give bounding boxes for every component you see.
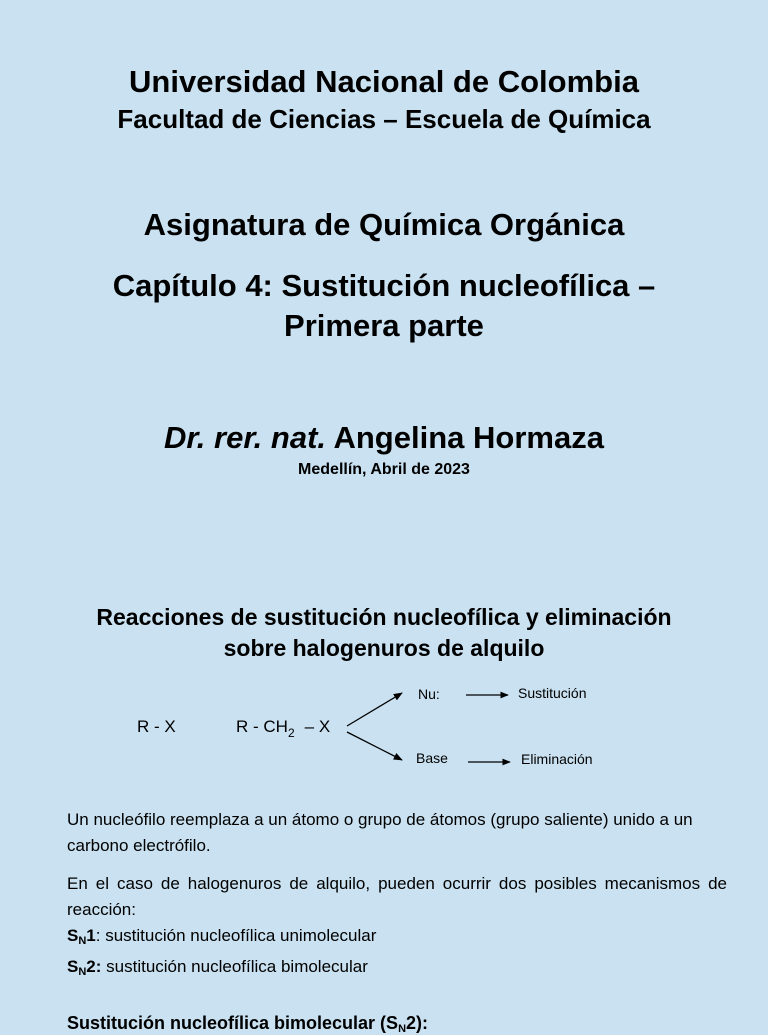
sn2-heading: [67, 1013, 428, 1035]
author-name: Angelina Hormaza: [333, 420, 604, 455]
arrow-up: [347, 693, 402, 726]
sn1-sub: N: [78, 935, 87, 947]
author: [0, 420, 768, 456]
sn2-line: [67, 954, 727, 985]
mechanisms-intro: En el caso de halogenuros de alquilo, pueden ocurrir dos posibles mecanismos de reacción:: [67, 874, 727, 919]
rch2x-prefix: R - CH: [236, 717, 288, 736]
sn2-heading-text: Sustitución nucleofílica bimolecular (S: [67, 1013, 399, 1033]
paragraph-mechanisms: [67, 871, 727, 985]
section-title: [0, 602, 768, 664]
university-title: Universidad Nacional de Colombia: [129, 64, 639, 99]
reaction-diagram: [0, 676, 768, 776]
sn2-heading-end: 2):: [406, 1013, 429, 1033]
nu-label: Nu:: [418, 686, 440, 702]
sn1-text: : sustitución nucleofílica unimolecular: [95, 926, 377, 945]
chapter-line-2: Primera parte: [284, 308, 484, 343]
rch2x-suffix: – X: [304, 717, 331, 736]
paragraph-nucleophile: Un nucleófilo reemplaza a un átomo o grupo de átomos (grupo saliente) unido a un carbono electrófilo.: [67, 810, 693, 855]
section-title-line-2: sobre halogenuros de alquilo: [223, 635, 545, 661]
chapter-title: [0, 266, 768, 346]
section-title-line-1: Reacciones de sustitución nucleofílica y eliminación: [96, 604, 672, 630]
chapter-line-1: Capítulo 4: Sustitución nucleofílica –: [112, 268, 656, 303]
sustitucion-label: Sustitución: [518, 685, 587, 701]
faculty-subtitle: Facultad de Ciencias – Escuela de Química: [117, 104, 651, 134]
base-label: Base: [416, 750, 448, 766]
rx-formula: R - X: [137, 717, 176, 736]
eliminacion-label: Eliminación: [521, 751, 593, 767]
arrow-down: [347, 732, 402, 760]
date: Medellín, Abril de 2023: [298, 461, 470, 478]
sn1-label: S: [67, 926, 79, 945]
sn1-line: [67, 923, 727, 954]
sn2-label: S: [67, 957, 79, 976]
rch2x-formula: [236, 717, 330, 740]
rch2x-sub: 2: [287, 726, 295, 740]
course-title: Asignatura de Química Orgánica: [143, 207, 625, 242]
sn1-num: 1: [86, 926, 96, 945]
author-title: Dr. rer. nat.: [164, 420, 327, 455]
sn2-text: sustitución nucleofílica bimolecular: [101, 957, 368, 976]
sn2-heading-sub: N: [398, 1023, 407, 1035]
sn2-num: 2:: [86, 957, 102, 976]
sn2-sub: N: [78, 966, 87, 978]
